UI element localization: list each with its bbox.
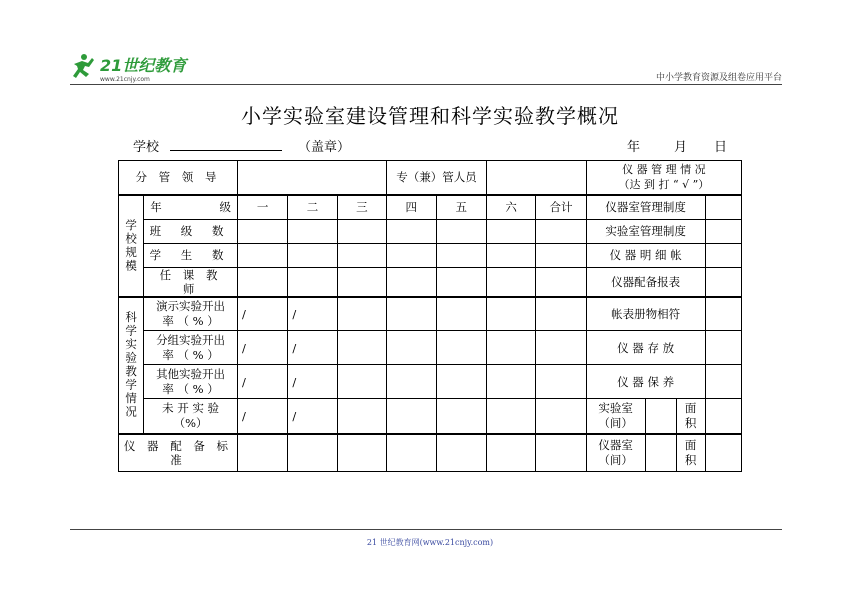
lab-area-value[interactable] bbox=[705, 399, 741, 435]
school-name-blank[interactable] bbox=[170, 136, 282, 151]
grade-1: 一 bbox=[237, 195, 287, 220]
lab-room-cell bbox=[586, 399, 705, 435]
mgmt-check[interactable] bbox=[705, 243, 741, 267]
mgmt-item: 帐表册物相符 bbox=[586, 297, 705, 331]
instrument-area-value[interactable] bbox=[705, 434, 741, 472]
label-line: 率 （ % ） bbox=[162, 347, 219, 362]
table-row-teachers bbox=[119, 267, 742, 297]
equip-standard-label: 仪 器 配 备 标 准 bbox=[119, 434, 238, 472]
logo-text: 21世纪教育 bbox=[100, 56, 187, 75]
cell[interactable] bbox=[387, 267, 436, 297]
school-scale-group: 学校规模 bbox=[119, 195, 144, 297]
mgmt-item: 仪 器 明 细 帐 bbox=[586, 243, 705, 267]
grade-total: 合计 bbox=[536, 195, 586, 220]
footer-divider bbox=[70, 529, 782, 530]
cell[interactable] bbox=[436, 297, 486, 331]
label-line: 仪器室 bbox=[598, 438, 633, 452]
staff-value[interactable] bbox=[486, 161, 586, 195]
mgmt-item: 仪器室管理制度 bbox=[586, 195, 705, 220]
cell[interactable] bbox=[486, 399, 535, 435]
cell[interactable] bbox=[337, 219, 386, 243]
other-rate-label bbox=[144, 365, 238, 399]
mgmt-check[interactable] bbox=[705, 267, 741, 297]
class-count-label: 班 级 数 bbox=[144, 219, 238, 243]
instrument-room-label bbox=[587, 435, 645, 471]
instrument-room-count[interactable] bbox=[645, 435, 677, 471]
label-line: 演示实验开出 bbox=[156, 298, 226, 313]
cell[interactable] bbox=[536, 399, 586, 435]
cell[interactable] bbox=[387, 365, 436, 399]
cell[interactable] bbox=[387, 243, 436, 267]
experiment-group: 科学实验教学情况 bbox=[119, 297, 144, 435]
slash-cell: / bbox=[288, 365, 337, 399]
cell[interactable] bbox=[337, 267, 386, 297]
cell[interactable] bbox=[486, 434, 535, 472]
school-label: 学校 bbox=[133, 140, 160, 155]
label-line: 积 bbox=[684, 453, 697, 467]
cell[interactable] bbox=[237, 434, 287, 472]
grade-5: 五 bbox=[436, 195, 486, 220]
label-line: 未 开 实 验 bbox=[162, 401, 220, 415]
table-row-standard bbox=[119, 434, 742, 472]
cell[interactable] bbox=[387, 331, 436, 365]
mgmt-item: 仪 器 保 养 bbox=[586, 365, 705, 399]
status-header bbox=[586, 161, 741, 195]
cell[interactable] bbox=[288, 243, 337, 267]
slash-cell: / bbox=[237, 399, 287, 435]
cell[interactable] bbox=[337, 399, 386, 435]
mgmt-check[interactable] bbox=[705, 331, 741, 365]
cell[interactable] bbox=[288, 267, 337, 297]
year-label: 年 bbox=[627, 140, 641, 155]
table-row-students bbox=[119, 243, 742, 267]
cell[interactable] bbox=[237, 267, 287, 297]
cell[interactable] bbox=[387, 399, 436, 435]
cell[interactable] bbox=[486, 219, 535, 243]
group-rate-label bbox=[144, 331, 238, 365]
table-row-classes bbox=[119, 219, 742, 243]
page-title: 小学实验室建设管理和科学实验教学概况 bbox=[241, 104, 619, 128]
grade-2: 二 bbox=[288, 195, 337, 220]
cell[interactable] bbox=[288, 219, 337, 243]
site-logo bbox=[70, 50, 200, 84]
cell[interactable] bbox=[387, 297, 436, 331]
cell[interactable] bbox=[337, 297, 386, 331]
mgmt-item: 实验室管理制度 bbox=[586, 219, 705, 243]
leader-label: 分 管 领 导 bbox=[119, 161, 238, 195]
slash-cell: / bbox=[288, 297, 337, 331]
cell[interactable] bbox=[486, 267, 535, 297]
lab-room-count[interactable] bbox=[645, 399, 677, 433]
lab-area-label bbox=[677, 399, 705, 433]
grade-label-b: 级 bbox=[219, 200, 231, 214]
school-line bbox=[130, 136, 750, 154]
cell[interactable] bbox=[436, 434, 486, 472]
mgmt-check[interactable] bbox=[705, 195, 741, 220]
cell[interactable] bbox=[486, 297, 535, 331]
instrument-room-cell bbox=[586, 434, 705, 472]
label-line: 实验室 bbox=[598, 401, 633, 415]
grade-header bbox=[144, 195, 238, 220]
slash-cell: / bbox=[288, 331, 337, 365]
label-line: 面 bbox=[684, 438, 697, 452]
slash-cell: / bbox=[237, 365, 287, 399]
label-line: 率 （ % ） bbox=[162, 313, 219, 328]
cell[interactable] bbox=[237, 219, 287, 243]
cell[interactable] bbox=[436, 399, 486, 435]
cell[interactable] bbox=[436, 243, 486, 267]
cell[interactable] bbox=[436, 331, 486, 365]
cell[interactable] bbox=[237, 243, 287, 267]
cell[interactable] bbox=[536, 331, 586, 365]
day-label: 日 bbox=[714, 140, 728, 155]
demo-rate-label bbox=[144, 297, 238, 331]
label-line: （间） bbox=[598, 416, 633, 430]
cell[interactable] bbox=[536, 297, 586, 331]
cell[interactable] bbox=[536, 243, 586, 267]
month-label: 月 bbox=[674, 140, 688, 155]
leader-value[interactable] bbox=[237, 161, 386, 195]
cell[interactable] bbox=[436, 219, 486, 243]
label-line: 分组实验开出 bbox=[156, 332, 226, 347]
staff-label: 专（兼）管人员 bbox=[387, 161, 487, 195]
cell[interactable] bbox=[536, 434, 586, 472]
cell[interactable] bbox=[387, 219, 436, 243]
cell[interactable] bbox=[536, 365, 586, 399]
cell[interactable] bbox=[337, 243, 386, 267]
cell[interactable] bbox=[486, 243, 535, 267]
cell[interactable] bbox=[387, 434, 436, 472]
slash-cell: / bbox=[237, 297, 287, 331]
student-count-label: 学 生 数 bbox=[144, 243, 238, 267]
footer-link[interactable]: 21 世纪教育网(www.21cnjy.com) bbox=[366, 538, 494, 547]
grade-6: 六 bbox=[486, 195, 535, 220]
table-row-leaders bbox=[119, 161, 742, 195]
survey-table bbox=[118, 160, 742, 472]
label-line: （%） bbox=[173, 416, 208, 430]
teacher-count-label: 任 课 教 师 bbox=[144, 267, 238, 297]
table-row-other bbox=[119, 365, 742, 399]
label-line: （间） bbox=[598, 453, 633, 467]
mgmt-item: 仪器配备报表 bbox=[586, 267, 705, 297]
cell[interactable] bbox=[288, 434, 337, 472]
cell[interactable] bbox=[436, 267, 486, 297]
cell[interactable] bbox=[536, 267, 586, 297]
cell[interactable] bbox=[337, 365, 386, 399]
table-row-grades bbox=[119, 195, 742, 220]
cell[interactable] bbox=[337, 331, 386, 365]
slash-cell: / bbox=[288, 399, 337, 435]
table-row-demo bbox=[119, 297, 742, 331]
grade-3: 三 bbox=[337, 195, 386, 220]
status-hint: （达 到 打 “ √ ”） bbox=[618, 178, 710, 192]
mgmt-check[interactable] bbox=[705, 219, 741, 243]
table-row-group bbox=[119, 331, 742, 365]
grade-4: 四 bbox=[387, 195, 436, 220]
cell[interactable] bbox=[536, 219, 586, 243]
table-row-unopened bbox=[119, 399, 742, 435]
instrument-area-label bbox=[677, 435, 705, 471]
stamp-label: （盖章） bbox=[298, 140, 351, 155]
mgmt-check[interactable] bbox=[705, 365, 741, 399]
label-line: 其他实验开出 bbox=[156, 366, 226, 381]
cell[interactable] bbox=[337, 434, 386, 472]
cell[interactable] bbox=[486, 331, 535, 365]
label-line: 积 bbox=[684, 416, 697, 430]
mgmt-item: 仪 器 存 放 bbox=[586, 331, 705, 365]
unopened-label bbox=[144, 399, 238, 435]
logo-sub: www.21cnjy.com bbox=[100, 76, 150, 83]
grade-label-a: 年 bbox=[150, 200, 162, 214]
platform-name: 中小学教育资源及组卷应用平台 bbox=[655, 73, 782, 83]
header-divider bbox=[70, 84, 782, 85]
slash-cell: / bbox=[237, 331, 287, 365]
lab-room-label bbox=[587, 399, 645, 433]
cell[interactable] bbox=[486, 365, 535, 399]
status-label: 仪 器 管 理 情 况 bbox=[622, 163, 706, 177]
cell[interactable] bbox=[436, 365, 486, 399]
mgmt-check[interactable] bbox=[705, 297, 741, 331]
label-line: 面 bbox=[684, 401, 697, 415]
label-line: 率 （ % ） bbox=[162, 381, 219, 396]
